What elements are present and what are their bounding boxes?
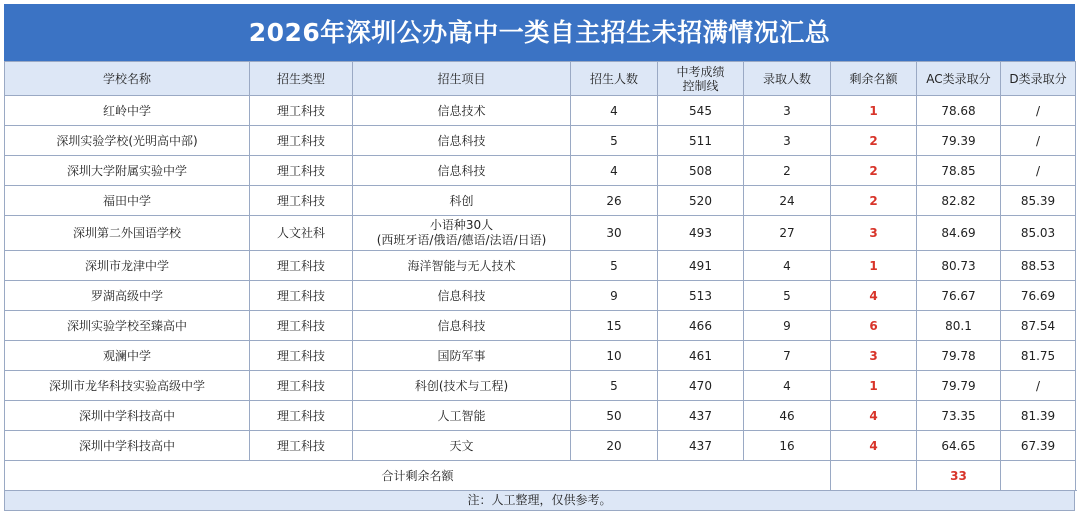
cell-program: 国防军事 — [353, 341, 571, 371]
cell-remaining: 3 — [831, 216, 917, 251]
cell-type: 理工科技 — [250, 371, 353, 401]
cell-school: 罗湖高级中学 — [5, 281, 250, 311]
header-ac: AC类录取分 — [917, 62, 1001, 96]
cell-type: 理工科技 — [250, 281, 353, 311]
cell-remaining: 4 — [831, 431, 917, 461]
header-cutoff-line1: 中考成绩 — [676, 64, 725, 79]
cell-school: 观澜中学 — [5, 341, 250, 371]
cell-school: 深圳市龙津中学 — [5, 251, 250, 281]
cell-admitted: 5 — [744, 281, 831, 311]
total-row — [5, 461, 1076, 491]
cell-school: 深圳中学科技高中 — [5, 431, 250, 461]
total-value: 33 — [917, 461, 1001, 491]
cell-ac: 64.65 — [917, 431, 1001, 461]
cell-ac: 82.82 — [917, 186, 1001, 216]
header-school: 学校名称 — [5, 62, 250, 96]
cell-school: 深圳市龙华科技实验高级中学 — [5, 371, 250, 401]
cell-ac: 73.35 — [917, 401, 1001, 431]
cell-ac: 78.68 — [917, 96, 1001, 126]
cell-program-line1: 小语种30人 — [429, 218, 494, 232]
table-row — [5, 126, 1076, 156]
cell-admitted: 24 — [744, 186, 831, 216]
cell-program-line2: (西班牙语/俄语/德语/法语/日语) — [376, 233, 547, 247]
header-quota: 招生人数 — [571, 62, 658, 96]
cell-program: 天文 — [353, 431, 571, 461]
cell-remaining: 2 — [831, 156, 917, 186]
cell-program: 人工智能 — [353, 401, 571, 431]
cell-d: / — [1001, 126, 1076, 156]
cell-remaining: 4 — [831, 401, 917, 431]
cell-admitted: 7 — [744, 341, 831, 371]
header-cutoff — [658, 62, 744, 96]
cell-admitted: 3 — [744, 96, 831, 126]
table-row — [5, 281, 1076, 311]
cell-type: 人文社科 — [250, 216, 353, 251]
cell-type: 理工科技 — [250, 251, 353, 281]
cell-quota: 5 — [571, 126, 658, 156]
cell-admitted: 3 — [744, 126, 831, 156]
cell-d: 76.69 — [1001, 281, 1076, 311]
cell-school: 深圳实验学校(光明高中部) — [5, 126, 250, 156]
cell-quota: 15 — [571, 311, 658, 341]
cell-d: 88.53 — [1001, 251, 1076, 281]
cell-remaining: 4 — [831, 281, 917, 311]
cell-quota: 4 — [571, 156, 658, 186]
cell-d: 85.03 — [1001, 216, 1076, 251]
header-program: 招生项目 — [353, 62, 571, 96]
cell-admitted: 9 — [744, 311, 831, 341]
cell-cutoff: 437 — [658, 431, 744, 461]
cell-program: 信息科技 — [353, 311, 571, 341]
cell-remaining: 6 — [831, 311, 917, 341]
table-row — [5, 341, 1076, 371]
cell-cutoff: 513 — [658, 281, 744, 311]
cell-school: 福田中学 — [5, 186, 250, 216]
table-row — [5, 371, 1076, 401]
cell-ac: 80.73 — [917, 251, 1001, 281]
cell-school: 深圳第二外国语学校 — [5, 216, 250, 251]
cell-admitted: 4 — [744, 371, 831, 401]
cell-school: 红岭中学 — [5, 96, 250, 126]
cell-type: 理工科技 — [250, 96, 353, 126]
cell-remaining: 2 — [831, 186, 917, 216]
header-row — [5, 62, 1076, 96]
cell-program — [353, 216, 571, 251]
header-d: D类录取分 — [1001, 62, 1076, 96]
cell-remaining: 2 — [831, 126, 917, 156]
cell-quota: 10 — [571, 341, 658, 371]
cell-cutoff: 461 — [658, 341, 744, 371]
cell-d: 85.39 — [1001, 186, 1076, 216]
cell-program: 信息科技 — [353, 156, 571, 186]
cell-remaining: 3 — [831, 341, 917, 371]
total-label: 合计剩余名额 — [5, 461, 831, 491]
total-blank — [831, 461, 917, 491]
cell-remaining: 1 — [831, 96, 917, 126]
cell-type: 理工科技 — [250, 311, 353, 341]
cell-ac: 79.79 — [917, 371, 1001, 401]
cell-type: 理工科技 — [250, 401, 353, 431]
cell-type: 理工科技 — [250, 341, 353, 371]
page-title: 2026年深圳公办高中一类自主招生未招满情况汇总 — [4, 4, 1075, 61]
cell-d: 87.54 — [1001, 311, 1076, 341]
cell-ac: 78.85 — [917, 156, 1001, 186]
cell-d: / — [1001, 96, 1076, 126]
total-blank-right — [1001, 461, 1076, 491]
cell-school: 深圳中学科技高中 — [5, 401, 250, 431]
cell-ac: 80.1 — [917, 311, 1001, 341]
cell-ac: 79.78 — [917, 341, 1001, 371]
header-admitted: 录取人数 — [744, 62, 831, 96]
table-row — [5, 431, 1076, 461]
cell-program: 科创(技术与工程) — [353, 371, 571, 401]
cell-cutoff: 545 — [658, 96, 744, 126]
cell-type: 理工科技 — [250, 126, 353, 156]
table-row — [5, 216, 1076, 251]
cell-quota: 20 — [571, 431, 658, 461]
cell-school: 深圳实验学校至臻高中 — [5, 311, 250, 341]
cell-program: 信息科技 — [353, 126, 571, 156]
cell-ac: 84.69 — [917, 216, 1001, 251]
cell-cutoff: 511 — [658, 126, 744, 156]
cell-d: / — [1001, 156, 1076, 186]
summary-sheet — [4, 4, 1075, 511]
table-row — [5, 186, 1076, 216]
cell-program: 信息技术 — [353, 96, 571, 126]
cell-cutoff: 520 — [658, 186, 744, 216]
cell-type: 理工科技 — [250, 431, 353, 461]
header-type: 招生类型 — [250, 62, 353, 96]
cell-cutoff: 437 — [658, 401, 744, 431]
cell-d: 81.39 — [1001, 401, 1076, 431]
cell-admitted: 27 — [744, 216, 831, 251]
cell-cutoff: 508 — [658, 156, 744, 186]
table-body — [5, 96, 1076, 461]
cell-quota: 30 — [571, 216, 658, 251]
cell-school: 深圳大学附属实验中学 — [5, 156, 250, 186]
cell-d: / — [1001, 371, 1076, 401]
header-remaining: 剩余名额 — [831, 62, 917, 96]
cell-cutoff: 466 — [658, 311, 744, 341]
cell-ac: 76.67 — [917, 281, 1001, 311]
cell-type: 理工科技 — [250, 186, 353, 216]
table-row — [5, 311, 1076, 341]
cell-quota: 5 — [571, 251, 658, 281]
cell-cutoff: 470 — [658, 371, 744, 401]
admission-table — [4, 61, 1076, 491]
cell-type: 理工科技 — [250, 156, 353, 186]
cell-quota: 9 — [571, 281, 658, 311]
footnote: 注：人工整理，仅供参考。 — [4, 491, 1075, 511]
cell-quota: 5 — [571, 371, 658, 401]
table-row — [5, 96, 1076, 126]
cell-program: 海洋智能与无人技术 — [353, 251, 571, 281]
cell-d: 81.75 — [1001, 341, 1076, 371]
cell-cutoff: 493 — [658, 216, 744, 251]
cell-program: 科创 — [353, 186, 571, 216]
header-cutoff-line2: 控制线 — [682, 78, 719, 93]
cell-remaining: 1 — [831, 251, 917, 281]
cell-remaining: 1 — [831, 371, 917, 401]
cell-quota: 4 — [571, 96, 658, 126]
cell-admitted: 4 — [744, 251, 831, 281]
cell-admitted: 2 — [744, 156, 831, 186]
table-row — [5, 401, 1076, 431]
cell-cutoff: 491 — [658, 251, 744, 281]
table-row — [5, 156, 1076, 186]
cell-ac: 79.39 — [917, 126, 1001, 156]
cell-program: 信息科技 — [353, 281, 571, 311]
cell-quota: 26 — [571, 186, 658, 216]
cell-admitted: 46 — [744, 401, 831, 431]
cell-quota: 50 — [571, 401, 658, 431]
cell-d: 67.39 — [1001, 431, 1076, 461]
cell-admitted: 16 — [744, 431, 831, 461]
table-row — [5, 251, 1076, 281]
